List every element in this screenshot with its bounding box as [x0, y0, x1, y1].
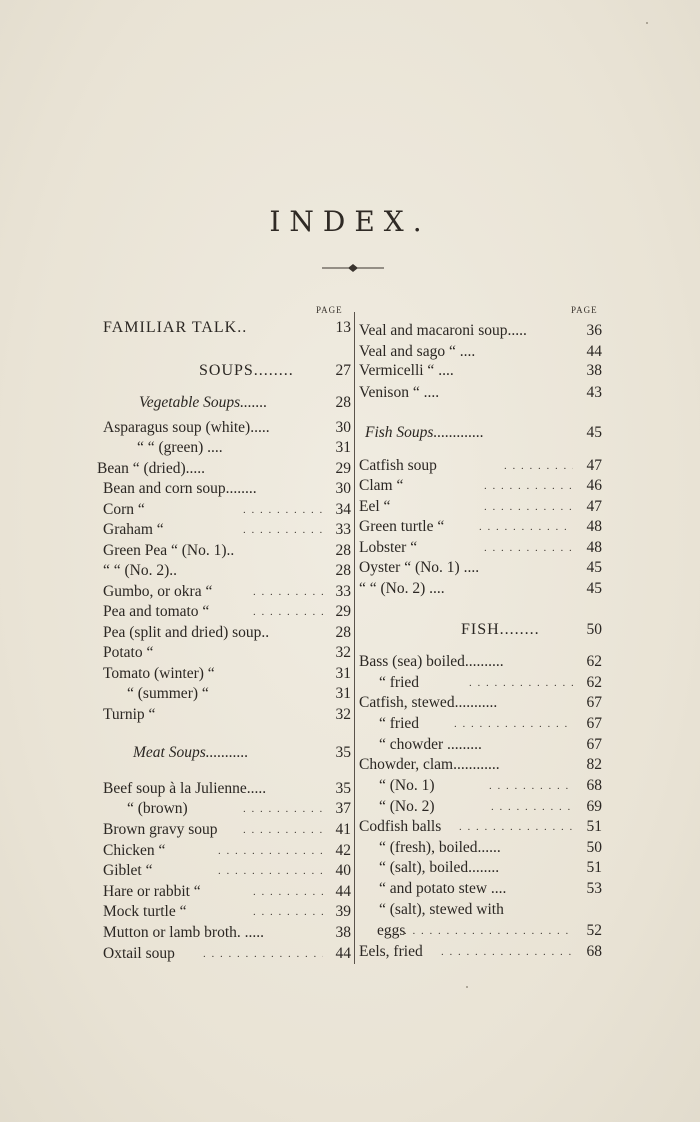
index-entry	[359, 879, 602, 899]
index-entry-label: Gumbo, or okra “	[103, 583, 213, 600]
index-entry	[103, 520, 351, 540]
paper-speck	[466, 986, 468, 988]
dot-leader	[459, 817, 573, 837]
index-entry-label: Bean and corn soup........	[103, 480, 257, 497]
index-entry-label: Meat Soups...........	[133, 744, 249, 761]
index-entry-page: 47	[586, 457, 602, 474]
dot-leader	[404, 921, 573, 941]
index-entry	[359, 342, 602, 362]
index-entry	[103, 438, 351, 458]
dot-leader	[504, 456, 573, 476]
index-entry-page: 29	[335, 460, 351, 477]
index-entry	[103, 944, 351, 964]
index-entry-label: Giblet “	[103, 862, 153, 879]
index-entry-page: 50	[586, 839, 602, 856]
index-entry-label: Mock turtle “	[103, 903, 187, 920]
index-entry-label: SOUPS........	[199, 362, 294, 379]
index-entry-page: 31	[335, 665, 351, 682]
index-entry-label: “ “ (green) ....	[137, 439, 223, 456]
index-entry	[359, 579, 602, 599]
index-entry-page: 68	[586, 943, 602, 960]
index-entry-page: 68	[586, 777, 602, 794]
index-entry-label: Eels, fried	[359, 943, 423, 960]
page-title: INDEX.	[269, 205, 431, 238]
index-entry	[103, 820, 351, 840]
index-entry-label: Tomato (winter) “	[103, 665, 215, 682]
index-entry-page: 62	[586, 653, 602, 670]
index-entry-label: Veal and sago “ ....	[359, 343, 476, 360]
index-entry-page: 38	[335, 924, 351, 941]
index-entry-page: 31	[335, 685, 351, 702]
paper-speck	[646, 22, 648, 24]
index-entry-label: “ (No. 1)	[379, 777, 435, 794]
index-entry-label: Mutton or lamb broth. .....	[103, 924, 265, 941]
index-entry	[103, 861, 351, 881]
index-entry-page: 28	[335, 542, 351, 559]
index-entry-page: 27	[335, 362, 351, 379]
index-entry-page: 39	[335, 903, 351, 920]
dot-leader	[243, 520, 323, 540]
index-entry-page: 38	[586, 362, 602, 379]
index-entry-page: 41	[335, 821, 351, 838]
index-entry-page: 43	[586, 384, 602, 401]
index-entry-page: 82	[586, 756, 602, 773]
index-entry-label: “ fried	[379, 674, 420, 691]
dot-leader	[253, 882, 323, 902]
index-entry-label: “ fried	[379, 715, 420, 732]
dot-leader	[454, 714, 573, 734]
index-entry	[103, 361, 351, 381]
index-entry-page: 42	[335, 842, 351, 859]
dot-leader	[441, 942, 573, 962]
index-entry-page: 32	[335, 706, 351, 723]
index-entry	[103, 561, 351, 581]
index-entry-label: Hare or rabbit “	[103, 883, 201, 900]
index-entry	[103, 684, 351, 704]
index-entry-label: “ (fresh), boiled......	[379, 839, 501, 856]
index-entry-page: 45	[586, 580, 602, 597]
index-entry-label: Pea (split and dried) soup..	[103, 624, 270, 641]
index-entry	[103, 602, 351, 622]
index-entry-page: 51	[586, 859, 602, 876]
index-entry-page: 52	[586, 922, 602, 939]
index-entry	[359, 673, 602, 693]
index-entry-page: 69	[586, 798, 602, 815]
index-entry-label: FAMILIAR TALK..	[103, 319, 248, 336]
index-entry-page: 44	[335, 883, 351, 900]
index-entry-label: Potato “	[103, 644, 154, 661]
index-entry-page: 35	[335, 744, 351, 761]
column-divider	[354, 312, 355, 964]
index-entry	[359, 714, 602, 734]
index-entry	[103, 623, 351, 643]
index-entry	[359, 476, 602, 496]
index-entry	[359, 900, 602, 920]
index-entry-page: 45	[586, 559, 602, 576]
index-entry-page: 30	[335, 419, 351, 436]
index-entry	[359, 361, 602, 381]
index-entry-page: 44	[335, 945, 351, 962]
index-entry-label: Chowder, clam............	[359, 756, 500, 773]
index-entry-label: Turnip “	[103, 706, 156, 723]
index-entry-label: Bass (sea) boiled..........	[359, 653, 504, 670]
dot-leader	[218, 841, 323, 861]
index-entry-page: 34	[335, 501, 351, 518]
index-entry-page: 28	[335, 562, 351, 579]
index-entry	[359, 456, 602, 476]
index-entry-label: Fish Soups.............	[365, 424, 484, 441]
index-entry-label: Chicken “	[103, 842, 166, 859]
index-entry-label: “ (summer) “	[127, 685, 209, 702]
index-entry	[103, 541, 351, 561]
index-entry-label: Catfish, stewed...........	[359, 694, 498, 711]
index-entry-page: 48	[586, 539, 602, 556]
index-entry-label: “ chowder .........	[379, 736, 482, 753]
index-entry-page: 40	[335, 862, 351, 879]
dot-leader	[489, 776, 573, 796]
index-entry	[103, 643, 351, 663]
index-entry	[103, 318, 351, 338]
index-entry	[103, 479, 351, 499]
index-entry-label: Bean “ (dried).....	[97, 460, 206, 477]
index-entry-page: 33	[335, 521, 351, 538]
index-entry-page: 46	[586, 477, 602, 494]
index-entry-page: 36	[586, 322, 602, 339]
index-entry-label: Oxtail soup	[103, 945, 175, 962]
dot-leader	[491, 797, 573, 817]
index-entry-label: “ and potato stew ....	[379, 880, 507, 897]
index-entry-label: “ (No. 2)	[379, 798, 435, 815]
index-entry	[103, 582, 351, 602]
index-entry-page: 51	[586, 818, 602, 835]
index-entry	[359, 755, 602, 775]
dot-leader	[253, 602, 323, 622]
index-entry-page: 44	[586, 343, 602, 360]
index-entry	[359, 321, 602, 341]
index-entry-page: 67	[586, 694, 602, 711]
index-entry-label: Vermicelli “ ....	[359, 362, 454, 379]
index-entry	[103, 664, 351, 684]
index-entry	[359, 735, 602, 755]
index-entry	[103, 705, 351, 725]
index-entry-label: Asparagus soup (white).....	[103, 419, 270, 436]
index-entry	[103, 799, 351, 819]
index-entry	[103, 393, 351, 413]
index-entry	[103, 923, 351, 943]
index-entry	[359, 558, 602, 578]
index-entry-label: Oyster “ (No. 1) ....	[359, 559, 480, 576]
index-entry-label: Lobster “	[359, 539, 418, 556]
index-entry	[359, 383, 602, 403]
index-entry-label: Venison “ ....	[359, 384, 440, 401]
index-entry	[103, 743, 351, 763]
index-entry-page: 53	[586, 880, 602, 897]
index-entry	[103, 418, 351, 438]
index-entry-label: eggs	[377, 922, 406, 939]
index-entry-label: Veal and macaroni soup.....	[359, 322, 527, 339]
index-entry-page: 13	[335, 319, 351, 336]
index-entry-page: 67	[586, 715, 602, 732]
dot-leader	[484, 497, 573, 517]
index-entry-label: Pea and tomato “	[103, 603, 210, 620]
index-entry	[359, 652, 602, 672]
index-entry-page: 62	[586, 674, 602, 691]
index-entry-label: Green turtle “	[359, 518, 445, 535]
index-entry-page: 32	[335, 644, 351, 661]
dot-leader	[253, 902, 323, 922]
dot-leader	[469, 673, 573, 693]
dot-leader	[218, 861, 323, 881]
index-entry	[359, 942, 602, 962]
index-entry-label: Clam “	[359, 477, 404, 494]
index-entry	[103, 500, 351, 520]
dot-leader	[243, 500, 323, 520]
index-entry	[103, 779, 351, 799]
index-entry	[359, 620, 602, 640]
page-column-head-right: PAGE	[571, 305, 598, 315]
index-entry-label: Brown gravy soup	[103, 821, 218, 838]
index-entry-page: 37	[335, 800, 351, 817]
dot-leader	[203, 944, 323, 964]
index-entry-page: 47	[586, 498, 602, 515]
index-entry-label: “ (salt), boiled........	[379, 859, 500, 876]
dot-leader	[484, 476, 573, 496]
page-column-head-left: PAGE	[316, 305, 343, 315]
index-entry-label: “ “ (No. 2)..	[103, 562, 178, 579]
dot-leader	[253, 582, 323, 602]
index-entry-label: Beef soup à la Julienne.....	[103, 780, 267, 797]
index-entry	[359, 517, 602, 537]
index-entry-label: “ (brown)	[127, 800, 188, 817]
index-entry-label: Codfish balls	[359, 818, 442, 835]
index-entry-page: 35	[335, 780, 351, 797]
dot-leader	[484, 538, 573, 558]
index-entry	[359, 776, 602, 796]
dot-leader	[243, 799, 323, 819]
index-entry-label: Eel “	[359, 498, 391, 515]
dot-leader	[479, 517, 573, 537]
index-entry	[359, 423, 602, 443]
index-entry-page: 28	[335, 624, 351, 641]
index-entry	[103, 902, 351, 922]
index-entry-page: 50	[586, 621, 602, 638]
index-entry	[359, 921, 602, 941]
index-entry-page: 28	[335, 394, 351, 411]
index-entry	[359, 797, 602, 817]
index-entry-page: 45	[586, 424, 602, 441]
ornament-rule	[322, 262, 384, 274]
index-entry	[359, 858, 602, 878]
index-entry-page: 33	[335, 583, 351, 600]
index-entry-page: 31	[335, 439, 351, 456]
index-entry-label: Green Pea “ (No. 1)..	[103, 542, 235, 559]
index-entry-page: 48	[586, 518, 602, 535]
index-entry-page: 30	[335, 480, 351, 497]
index-entry	[97, 459, 351, 479]
index-entry	[103, 882, 351, 902]
index-entry-label: “ (salt), stewed with	[379, 901, 504, 918]
index-entry	[359, 693, 602, 713]
index-entry-label: FISH........	[461, 621, 540, 638]
index-entry-label: “ “ (No. 2) ....	[359, 580, 445, 597]
index-entry	[359, 838, 602, 858]
index-entry-label: Vegetable Soups.......	[139, 394, 268, 411]
index-entry-page: 29	[335, 603, 351, 620]
index-entry-label: Catfish soup	[359, 457, 437, 474]
index-entry	[359, 538, 602, 558]
index-entry-label: Corn “	[103, 501, 145, 518]
index-entry	[359, 817, 602, 837]
index-entry-label: Graham “	[103, 521, 164, 538]
index-entry	[103, 841, 351, 861]
dot-leader	[243, 820, 323, 840]
index-entry	[359, 497, 602, 517]
index-entry-page: 67	[586, 736, 602, 753]
